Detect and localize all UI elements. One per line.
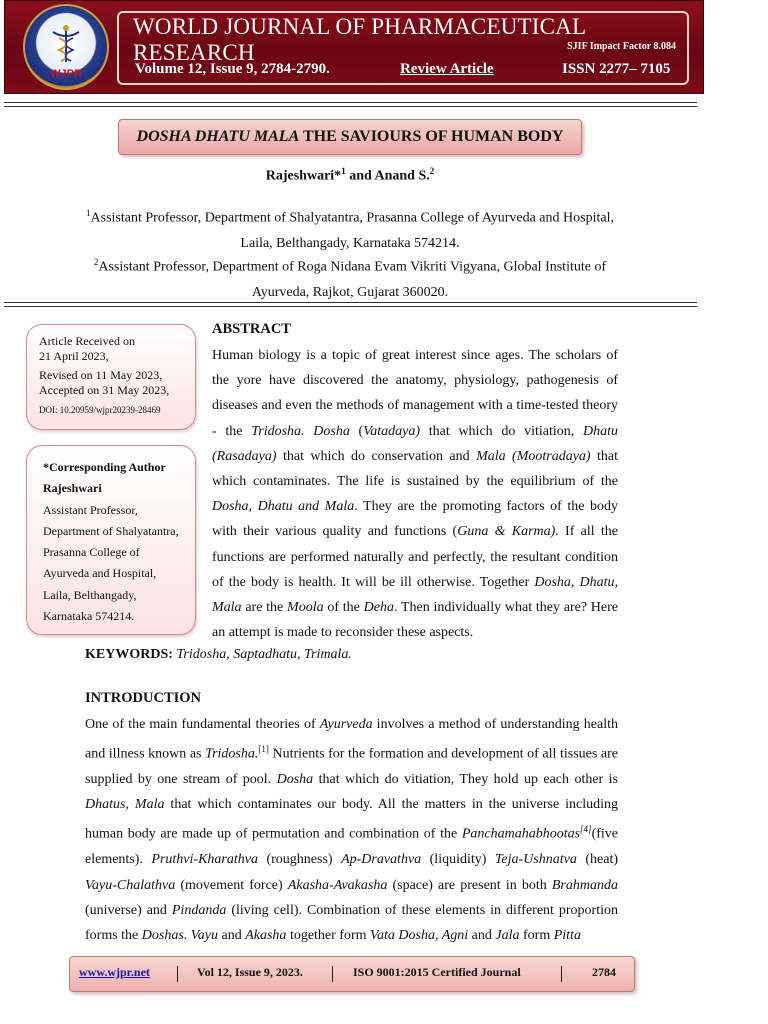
affiliation-2 xyxy=(70,250,630,305)
received-date: 21 April 2023, xyxy=(39,349,109,363)
introduction-text: One of the main fundamental theories of Ayurveda involves a method of understanding health and illness known as Tridosha.[1] Nutrients for the formation and development of all tissues are supplied by one stream of pool. Dosha that which do vitiation, They hold up each other is Dhatus, Mala that which contaminates our body. All the matters in the universe including human body are made up of permutation and combination of the Panchamahabhootas[4](five elements). Pruthvi-Kharathva (roughness) Ap-Dravathva (liquidity) Teja-Ushnatva (heat) Vayu-Chalathva (movement force) Akasha-Avakasha (space) are present in both Brahmanda (universe) and Pindanda (living cell). Combination of these elements in different proportion forms the Doshas. Vayu and Akasha together form Vata Dosha, Agni and Jala form Pitta xyxy=(85,717,619,943)
corresponding-line: Karnataka 574214. xyxy=(43,609,135,624)
divider xyxy=(4,106,697,107)
article-dates-box xyxy=(26,324,196,430)
corresponding-line: Assistant Professor, xyxy=(43,502,138,517)
logo-text: WJPR xyxy=(50,68,82,80)
corresponding-line: Department of Shalyatantra, xyxy=(43,523,179,538)
title-rest: THE SAVIOURS OF HUMAN BODY xyxy=(299,128,564,145)
article-title xyxy=(118,119,582,155)
caduceus-icon xyxy=(49,24,83,64)
affiliation-mark: 1 xyxy=(86,208,91,218)
title-italic: DOSHA DHATU MALA xyxy=(136,128,300,145)
journal-link[interactable]: www.wjpr.net xyxy=(79,965,150,979)
footer-iso: ISO 9001:2015 Certified Journal xyxy=(353,965,521,979)
affiliation-mark: 2 xyxy=(429,166,435,176)
divider xyxy=(4,302,697,303)
footer-volume: Vol 12, Issue 9, 2023. xyxy=(197,965,303,979)
divider xyxy=(4,306,697,307)
affiliation-mark: 1 xyxy=(341,166,346,176)
corresponding-name: Rajeshwari xyxy=(43,481,102,496)
footer-separator xyxy=(332,966,333,982)
divider xyxy=(4,102,697,103)
affiliation-mark: 2 xyxy=(93,257,99,267)
authors xyxy=(0,166,700,185)
accepted-date: Accepted on 31 May 2023, xyxy=(39,383,170,397)
revised-date: Revised on 11 May 2023, xyxy=(39,368,163,382)
affiliation-1 xyxy=(80,201,620,256)
journal-title: WORLD JOURNAL OF PHARMACEUTICAL RESEARCH xyxy=(133,14,586,65)
affiliation-text: Assistant Professor, Department of Roga Nidana Evam Vikriti Vigyana, Global Institute of Ayurveda, Rajkot, Gujarat 360020. xyxy=(98,259,607,300)
corresponding-line: Laila, Belthangady, xyxy=(43,587,137,602)
received-label: Article Received on xyxy=(39,334,135,348)
author-name: and Anand S. xyxy=(345,168,430,184)
keywords xyxy=(85,647,352,663)
wjpr-logo xyxy=(23,4,109,90)
corresponding-line: Prasanna College of xyxy=(43,545,140,560)
volume-info: Volume 12, Issue 9, 2784-2790. xyxy=(135,61,330,77)
abstract-heading: ABSTRACT xyxy=(212,321,291,337)
author-name: Rajeshwari* xyxy=(265,168,342,184)
corresponding-line: Ayurveda and Hospital, xyxy=(43,566,157,581)
corresponding-heading: *Corresponding Author xyxy=(43,460,166,474)
journal-banner xyxy=(4,0,704,94)
footer-separator xyxy=(561,966,562,982)
footer-separator xyxy=(177,966,178,982)
corresponding-author-box xyxy=(26,445,196,635)
introduction-heading: INTRODUCTION xyxy=(85,690,202,706)
keywords-label: KEYWORDS: xyxy=(85,647,173,662)
affiliation-text: Assistant Professor, Department of Shalyatantra, Prasanna College of Ayurveda and Hospital, Laila, Belthangady, Karnataka 574214. xyxy=(90,210,614,251)
keywords-value: Tridosha, Saptadhatu, Trimala. xyxy=(172,647,352,662)
page-footer xyxy=(69,956,635,992)
article-type: Review Article xyxy=(400,61,494,77)
abstract-text: Human biology is a topic of great interest since ages. The scholars of the yore have discovered the anatomy, physiology, pathogenesis of diseases and even the methods of management with a time-tested theory - the Tridosha. Dosha (Vatadaya) that which do vitiation, Dhatu (Rasadaya) that which do conservation and Mala (Mootradaya) that which contaminates. The life is sustained by the equilibrium of the Dosha, Dhatu and Mala. They are the promoting factors of the body with their various quality and functions (Guna & Karma). If all the functions are performed naturally and perfectly, the resultant condition of the body is health. It will be ill otherwise. Together Dosha, Dhatu, Mala are the Moola of the Deha. Then individually what they are? Here an attempt is made to reconsider these aspects. xyxy=(212,348,619,641)
page-number: 2784 xyxy=(592,965,616,979)
doi: DOI: 10.20959/wjpr20239-28469 xyxy=(39,405,161,415)
issn: ISSN 2277– 7105 xyxy=(562,61,671,77)
impact-factor: SJIF Impact Factor 8.084 xyxy=(567,41,676,52)
